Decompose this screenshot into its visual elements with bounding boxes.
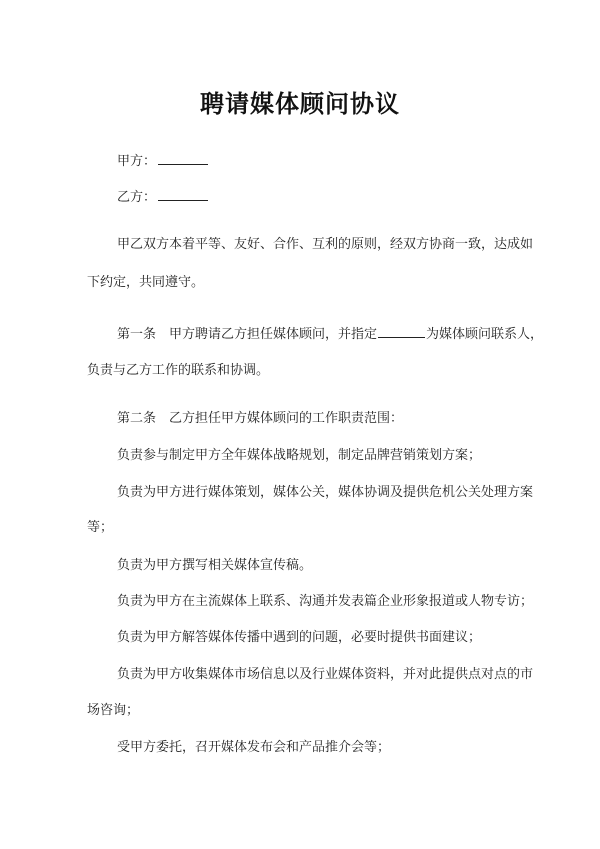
party-b-label: 乙方： [117,190,157,205]
duty-item: 受甲方委托，召开媒体发布会和产品推介会等； [117,740,391,755]
intro-line-1: 甲乙双方本着平等、友好、合作、互利的原则，经双方协商一致，达成如 [117,237,534,252]
document-title: 聘请媒体顾问协议 [200,90,400,118]
article-2-heading: 第二条 乙方担任甲方媒体顾问的工作职责范围： [117,411,404,426]
duty-item: 负责参与制定甲方全年媒体战略规划，制定品牌营销策划方案； [117,448,482,463]
party-a-line [117,152,208,170]
party-a-label: 甲方： [117,154,157,169]
party-a-blank [158,152,208,165]
article-1-prefix: 第一条 甲方聘请乙方担任媒体顾问，并指定 [117,327,378,342]
duty-item: 负责为甲方收集媒体市场信息以及行业媒体资料，并对此提供点对点的市 [117,667,534,682]
duty-item-continuation: 场咨询； [87,703,140,718]
duty-item-continuation: 等； [87,520,114,535]
article-1-line-2: 负责与乙方工作的联系和协调。 [87,363,270,378]
party-b-line [117,188,208,206]
duty-item: 负责为甲方进行媒体策划，媒体公关，媒体协调及提供危机公关处理方案 [117,485,534,500]
duty-item: 负责为甲方在主流媒体上联系、沟通并发表篇企业形象报道或人物专访； [117,594,534,609]
intro-line-2: 下约定，共同遵守。 [87,275,205,290]
duty-item: 负责为甲方撰写相关媒体宣传稿。 [117,558,313,573]
article-1-suffix: 为媒体顾问联系人， [426,327,544,342]
contact-person-blank [378,325,425,338]
article-1-line-1 [117,325,543,343]
party-b-blank [158,188,208,201]
duty-item: 负责为甲方解答媒体传播中遇到的问题，必要时提供书面建议； [117,630,482,645]
